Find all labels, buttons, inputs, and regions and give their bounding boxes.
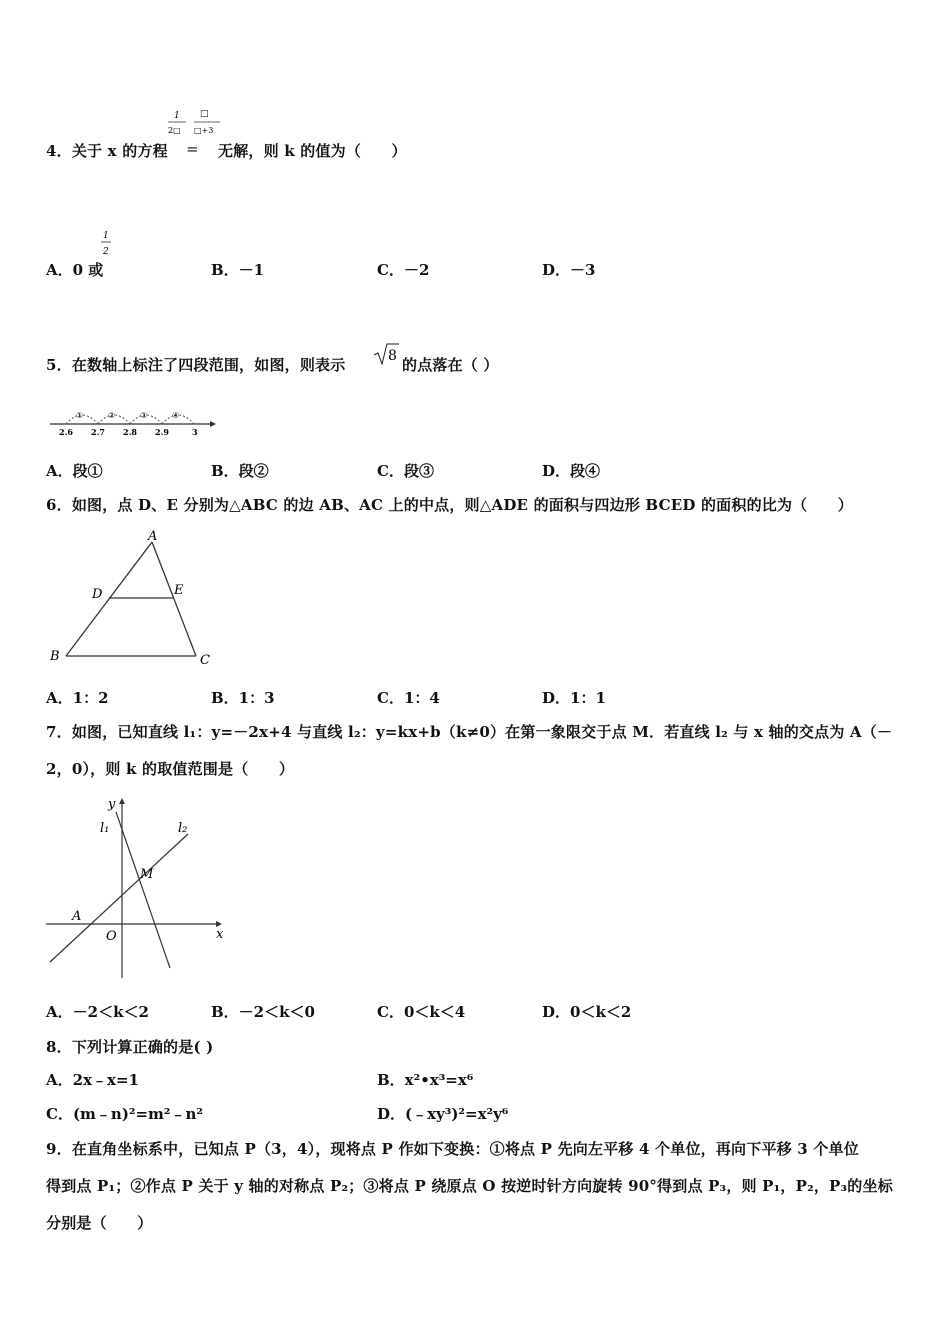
q5-option-c: C．段③ <box>377 462 434 480</box>
q5-option-d: D．段④ <box>542 462 601 480</box>
q5-radicand: 8 <box>388 348 397 364</box>
q7-label-x: x <box>216 927 224 942</box>
q5-tick-2.9: 2.9 <box>155 427 169 437</box>
q6-label-b: B <box>50 649 60 664</box>
q4-option-a-fraction <box>98 226 114 260</box>
q5-seg1: ① <box>76 411 84 420</box>
q4-option-c: C．－2 <box>377 261 430 279</box>
q5-number-line <box>46 400 216 440</box>
q7-label-o: O <box>106 929 117 944</box>
q5-sqrt-symbol <box>372 340 400 370</box>
q8-option-d: D．(﹣xy³)²=x²y⁶ <box>377 1105 509 1123</box>
q4-suffix: 无解，则 k 的值为（ ） <box>218 142 407 160</box>
q6-label-d: D <box>92 587 103 602</box>
q6-text: 6．如图，点 D、E 分别为△ABC 的边 AB、AC 上的中点，则△ADE 的面积与四边形 BCED 的面积的比为（ ） <box>46 496 853 514</box>
q6-option-b: B．1：3 <box>211 689 275 707</box>
q7-line2: 2，0），则 k 的取值范围是（ ） <box>46 760 295 778</box>
q7-option-b: B．－2＜k＜0 <box>211 1003 315 1021</box>
q6-option-d: D．1：1 <box>542 689 606 707</box>
q7-label-l1: l₁ <box>100 821 110 836</box>
q7-line1: 7．如图，已知直线 l₁：y=－2x+4 与直线 l₂：y=kx+b（k≠0）在第一象限交于点 M．若直线 l₂ 与 x 轴的交点为 A（－ <box>46 723 893 741</box>
q4-prefix: 4．关于 x 的方程 <box>46 142 168 160</box>
q5-tick-2.7: 2.7 <box>91 427 105 437</box>
q5-option-b: B．段② <box>211 462 269 480</box>
q4-equals: = <box>186 140 199 158</box>
q5-tick-2.6: 2.6 <box>59 427 73 437</box>
q7-graph-figure <box>44 792 234 982</box>
q4-frac1-den: 2□ <box>168 126 181 135</box>
q9-line1: 9．在直角坐标系中，已知点 P（3，4），现将点 P 作如下变换：①将点 P 先向左平移 4 个单位，再向下平移 3 个单位 <box>46 1140 859 1158</box>
q8-option-b: B．x²•x³=x⁶ <box>377 1071 474 1089</box>
q4-option-d: D．－3 <box>542 261 596 279</box>
q5-seg4: ④ <box>172 411 180 420</box>
q7-label-l2: l₂ <box>178 821 188 836</box>
q7-label-m: M <box>140 867 154 882</box>
q5-seg3: ③ <box>140 411 148 420</box>
q4-equation-fractions <box>166 104 226 140</box>
q8-option-a: A．2x﹣x=1 <box>46 1071 139 1089</box>
q5-tick-3: 3 <box>192 427 198 437</box>
q5-suffix: 的点落在（ ） <box>402 356 499 374</box>
q4-option-a: A．0 或 <box>46 261 104 279</box>
q4-opt-a-den: 2 <box>103 247 109 257</box>
q4-frac1-num: 1 <box>174 111 180 121</box>
q5-prefix: 5．在数轴上标注了四段范围，如图，则表示 <box>46 356 346 374</box>
q5-tick-2.8: 2.8 <box>123 427 137 437</box>
q6-option-a: A．1：2 <box>46 689 109 707</box>
q8-option-c: C．(m﹣n)²=m²﹣n² <box>46 1105 203 1123</box>
q5-seg2: ② <box>108 411 116 420</box>
q6-option-c: C．1：4 <box>377 689 440 707</box>
q8-text: 8．下列计算正确的是( ) <box>46 1038 214 1056</box>
q4-frac2-num: □ <box>200 109 209 119</box>
q4-option-b: B．－1 <box>211 261 265 279</box>
q6-label-c: C <box>200 653 210 668</box>
q6-triangle-figure <box>44 526 224 671</box>
q6-label-e: E <box>174 583 184 598</box>
q7-label-a: A <box>72 909 82 924</box>
q4-opt-a-num: 1 <box>103 231 109 241</box>
q7-option-d: D．0＜k＜2 <box>542 1003 632 1021</box>
q6-label-a: A <box>148 529 158 544</box>
q7-label-y: y <box>108 797 116 812</box>
q9-line3: 分别是（ ） <box>46 1214 153 1232</box>
q4-frac2-den: □+3 <box>194 126 214 135</box>
q5-option-a: A．段① <box>46 462 103 480</box>
q7-option-a: A．－2＜k＜2 <box>46 1003 149 1021</box>
q7-option-c: C．0＜k＜4 <box>377 1003 466 1021</box>
q9-line2: 得到点 P₁；②作点 P 关于 y 轴的对称点 P₂；③将点 P 绕原点 O 按逆时针方向旋转 90°得到点 P₃，则 P₁，P₂，P₃的坐标 <box>46 1177 893 1195</box>
